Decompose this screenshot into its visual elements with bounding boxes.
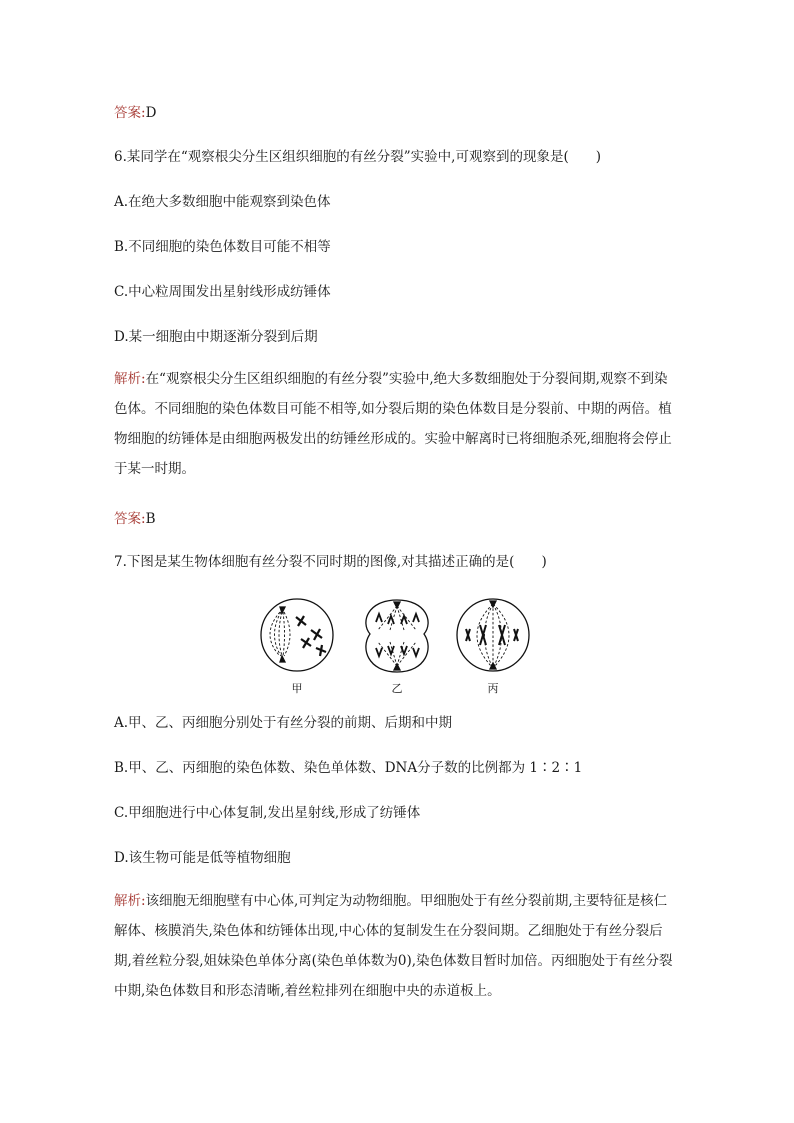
mitosis-figure bbox=[256, 592, 546, 700]
q6-option-b: B.不同细胞的染色体数目可能不相等 bbox=[114, 239, 331, 255]
q6-option-a: A.在绝大多数细胞中能观察到染色体 bbox=[114, 194, 331, 210]
cell-jia bbox=[261, 599, 333, 671]
q7-analysis bbox=[114, 886, 674, 1006]
answer-value: B bbox=[145, 511, 156, 527]
q7-stem: 7.下图是某生物体细胞有丝分裂不同时期的图像,对其描述正确的是( ) bbox=[114, 554, 547, 570]
q6-analysis bbox=[114, 364, 674, 484]
cell-bing bbox=[457, 599, 529, 671]
q6-stem: 6.某同学在“观察根尖分生区组织细胞的有丝分裂”实验中,可观察到的现象是( ) bbox=[114, 149, 602, 165]
q6-option-d: D.某一细胞由中期逐渐分裂到后期 bbox=[114, 329, 318, 345]
q7-option-c: C.甲细胞进行中心体复制,发出星射线,形成了纺锤体 bbox=[114, 805, 421, 821]
answer-value: D bbox=[145, 105, 157, 121]
q7-option-b: B.甲、乙、丙细胞的染色体数、染色单体数、DNA分子数的比例都为 1∶2∶1 bbox=[114, 760, 583, 776]
q7-option-d: D.该生物可能是低等植物细胞 bbox=[114, 850, 291, 866]
analysis-text: 该细胞无细胞壁有中心体,可判定为动物细胞。甲细胞处于有丝分裂前期,主要特征是核仁解体、核膜消失,染色体和纺锤体出现,中心体的复制发生在分裂间期。乙细胞处于有丝分裂后期,着丝粒分裂,姐妹染色单体分离(染色单体数为0),染色体数目暂时加倍。丙细胞处于有丝分裂中期,染色体数目和形态清晰,着丝粒排列在细胞中央的赤道板上。 bbox=[114, 893, 673, 999]
analysis-text: 在“观察根尖分生区组织细胞的有丝分裂”实验中,绝大多数细胞处于分裂间期,观察不到染色体。不同细胞的染色体数目可能不相等,如分裂后期的染色体数目是分裂前、中期的两倍。植物细胞的纺锤体是由细胞两极发出的纺锤丝形成的。实验中解离时已将细胞杀死,细胞将会停止于某一时期。 bbox=[114, 371, 672, 477]
q6-option-c: C.中心粒周围发出星射线形成纺锤体 bbox=[114, 284, 331, 300]
prev-answer bbox=[114, 105, 156, 121]
cell-yi bbox=[366, 600, 428, 672]
analysis-label: 解析: bbox=[114, 371, 146, 387]
analysis-label: 解析: bbox=[114, 893, 146, 909]
answer-label: 答案: bbox=[114, 511, 146, 527]
q6-answer bbox=[114, 511, 155, 527]
answer-label: 答案: bbox=[114, 105, 146, 121]
figure-label-yi: 乙 bbox=[391, 682, 403, 695]
figure-label-jia: 甲 bbox=[291, 682, 303, 695]
q7-option-a: A.甲、乙、丙细胞分别处于有丝分裂的前期、后期和中期 bbox=[114, 715, 453, 731]
figure-label-bing: 丙 bbox=[487, 682, 499, 695]
